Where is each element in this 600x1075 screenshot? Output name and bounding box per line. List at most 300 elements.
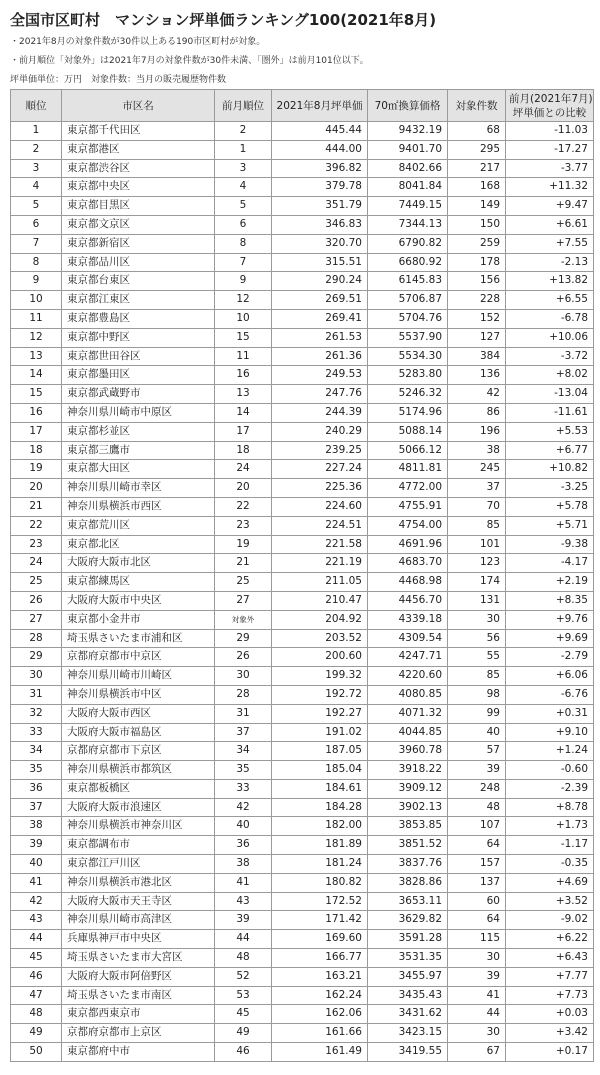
- cell-prev-rank: 2: [215, 122, 272, 141]
- cell-price70: 3431.62: [368, 1005, 448, 1024]
- cell-diff: +0.31: [506, 704, 594, 723]
- cell-count: 101: [448, 535, 506, 554]
- cell-count: 131: [448, 591, 506, 610]
- cell-price: 204.92: [272, 610, 368, 629]
- table-row: [11, 159, 594, 178]
- table-row: [11, 667, 594, 686]
- cell-price: 181.89: [272, 836, 368, 855]
- cell-city: 東京都板橋区: [62, 779, 215, 798]
- cell-prev-rank: 14: [215, 403, 272, 422]
- cell-price: 203.52: [272, 629, 368, 648]
- cell-count: 67: [448, 1043, 506, 1062]
- table-row: [11, 685, 594, 704]
- cell-city: 大阪府大阪市北区: [62, 554, 215, 573]
- cell-diff: -11.61: [506, 403, 594, 422]
- cell-prev-rank: 15: [215, 328, 272, 347]
- cell-prev-rank: 1: [215, 140, 272, 159]
- cell-price70: 4044.85: [368, 723, 448, 742]
- cell-count: 39: [448, 761, 506, 780]
- cell-rank: 2: [11, 140, 62, 159]
- cell-price70: 5537.90: [368, 328, 448, 347]
- cell-price70: 6145.83: [368, 272, 448, 291]
- header-count: 対象件数: [448, 90, 506, 122]
- cell-city: 東京都三鷹市: [62, 441, 215, 460]
- cell-price70: 4772.00: [368, 479, 448, 498]
- cell-count: 64: [448, 911, 506, 930]
- header-price: 2021年8月坪単価: [272, 90, 368, 122]
- table-row: [11, 272, 594, 291]
- cell-city: 神奈川県横浜市港北区: [62, 873, 215, 892]
- table-row: [11, 967, 594, 986]
- cell-price: 261.53: [272, 328, 368, 347]
- cell-prev-rank: 35: [215, 761, 272, 780]
- cell-city: 神奈川県川崎市幸区: [62, 479, 215, 498]
- cell-prev-rank: 29: [215, 629, 272, 648]
- cell-price70: 3419.55: [368, 1043, 448, 1062]
- cell-count: 48: [448, 798, 506, 817]
- cell-price: 244.39: [272, 403, 368, 422]
- cell-diff: +5.53: [506, 422, 594, 441]
- header-diff-line2: 坪単価との比較: [512, 106, 587, 119]
- table-row: [11, 234, 594, 253]
- cell-diff: +9.47: [506, 197, 594, 216]
- table-row: [11, 742, 594, 761]
- cell-city: 東京都中央区: [62, 178, 215, 197]
- table-row: [11, 798, 594, 817]
- cell-rank: 43: [11, 911, 62, 930]
- cell-prev-rank: 30: [215, 667, 272, 686]
- cell-price70: 3828.86: [368, 873, 448, 892]
- cell-city: 京都府京都市上京区: [62, 1024, 215, 1043]
- cell-price70: 7449.15: [368, 197, 448, 216]
- cell-city: 神奈川県横浜市西区: [62, 497, 215, 516]
- cell-price70: 4754.00: [368, 516, 448, 535]
- cell-price: 227.24: [272, 460, 368, 479]
- cell-city: 東京都文京区: [62, 215, 215, 234]
- cell-city: 東京都江戸川区: [62, 855, 215, 874]
- table-row: [11, 704, 594, 723]
- table-row: [11, 347, 594, 366]
- cell-rank: 47: [11, 986, 62, 1005]
- cell-diff: +7.77: [506, 967, 594, 986]
- cell-count: 44: [448, 1005, 506, 1024]
- cell-price: 192.72: [272, 685, 368, 704]
- cell-count: 41: [448, 986, 506, 1005]
- table-body: [11, 122, 594, 1062]
- cell-diff: -3.25: [506, 479, 594, 498]
- cell-rank: 16: [11, 403, 62, 422]
- cell-price70: 3851.52: [368, 836, 448, 855]
- cell-price70: 3455.97: [368, 967, 448, 986]
- cell-count: 178: [448, 253, 506, 272]
- cell-price: 290.24: [272, 272, 368, 291]
- cell-price70: 6790.82: [368, 234, 448, 253]
- cell-city: 大阪府大阪市阿倍野区: [62, 967, 215, 986]
- cell-price: 184.61: [272, 779, 368, 798]
- cell-diff: -9.38: [506, 535, 594, 554]
- cell-prev-rank: 49: [215, 1024, 272, 1043]
- cell-prev-rank: 25: [215, 573, 272, 592]
- table-row: [11, 911, 594, 930]
- cell-price: 191.02: [272, 723, 368, 742]
- cell-count: 85: [448, 667, 506, 686]
- cell-prev-rank: 7: [215, 253, 272, 272]
- table-row: [11, 836, 594, 855]
- cell-rank: 33: [11, 723, 62, 742]
- cell-diff: +5.71: [506, 516, 594, 535]
- cell-count: 196: [448, 422, 506, 441]
- cell-prev-rank: 17: [215, 422, 272, 441]
- cell-diff: -13.04: [506, 385, 594, 404]
- cell-rank: 26: [11, 591, 62, 610]
- cell-city: 東京都大田区: [62, 460, 215, 479]
- cell-price: 445.44: [272, 122, 368, 141]
- table-row: [11, 309, 594, 328]
- cell-rank: 21: [11, 497, 62, 516]
- cell-count: 37: [448, 479, 506, 498]
- header-prev-rank: 前月順位: [215, 90, 272, 122]
- cell-price70: 5066.12: [368, 441, 448, 460]
- cell-prev-rank: 37: [215, 723, 272, 742]
- cell-count: 174: [448, 573, 506, 592]
- cell-diff: -2.79: [506, 648, 594, 667]
- cell-diff: -3.72: [506, 347, 594, 366]
- cell-rank: 13: [11, 347, 62, 366]
- cell-prev-rank: 38: [215, 855, 272, 874]
- cell-diff: +6.55: [506, 291, 594, 310]
- table-row: [11, 723, 594, 742]
- cell-prev-rank: 4: [215, 178, 272, 197]
- cell-price70: 4309.54: [368, 629, 448, 648]
- cell-price70: 3853.85: [368, 817, 448, 836]
- table-row: [11, 291, 594, 310]
- cell-rank: 19: [11, 460, 62, 479]
- cell-city: 埼玉県さいたま市大宮区: [62, 949, 215, 968]
- cell-prev-rank: 18: [215, 441, 272, 460]
- cell-count: 98: [448, 685, 506, 704]
- cell-diff: +6.43: [506, 949, 594, 968]
- cell-diff: +0.03: [506, 1005, 594, 1024]
- cell-price70: 9401.70: [368, 140, 448, 159]
- cell-city: 東京都豊島区: [62, 309, 215, 328]
- cell-diff: +1.24: [506, 742, 594, 761]
- cell-price70: 4683.70: [368, 554, 448, 573]
- table-row: [11, 610, 594, 629]
- cell-rank: 12: [11, 328, 62, 347]
- cell-diff: -4.17: [506, 554, 594, 573]
- cell-count: 137: [448, 873, 506, 892]
- cell-prev-rank: 16: [215, 366, 272, 385]
- table-row: [11, 479, 594, 498]
- cell-rank: 18: [11, 441, 62, 460]
- cell-price70: 3909.12: [368, 779, 448, 798]
- cell-rank: 23: [11, 535, 62, 554]
- cell-rank: 1: [11, 122, 62, 141]
- cell-price: 224.51: [272, 516, 368, 535]
- cell-price70: 4456.70: [368, 591, 448, 610]
- table-row: [11, 516, 594, 535]
- cell-price: 199.32: [272, 667, 368, 686]
- table-row: [11, 328, 594, 347]
- cell-city: 大阪府大阪市浪速区: [62, 798, 215, 817]
- cell-price: 315.51: [272, 253, 368, 272]
- cell-diff: +2.19: [506, 573, 594, 592]
- table-row: [11, 648, 594, 667]
- cell-diff: +6.22: [506, 930, 594, 949]
- cell-count: 115: [448, 930, 506, 949]
- cell-count: 30: [448, 949, 506, 968]
- cell-price: 200.60: [272, 648, 368, 667]
- cell-rank: 48: [11, 1005, 62, 1024]
- cell-prev-rank: 3: [215, 159, 272, 178]
- cell-count: 38: [448, 441, 506, 460]
- cell-rank: 34: [11, 742, 62, 761]
- cell-prev-rank: 21: [215, 554, 272, 573]
- cell-count: 107: [448, 817, 506, 836]
- table-row: [11, 779, 594, 798]
- cell-count: 57: [448, 742, 506, 761]
- cell-diff: +10.06: [506, 328, 594, 347]
- cell-count: 136: [448, 366, 506, 385]
- table-row: [11, 441, 594, 460]
- cell-prev-rank: 40: [215, 817, 272, 836]
- cell-diff: -2.39: [506, 779, 594, 798]
- cell-diff: +3.42: [506, 1024, 594, 1043]
- cell-diff: +7.55: [506, 234, 594, 253]
- cell-price: 162.06: [272, 1005, 368, 1024]
- table-row: [11, 253, 594, 272]
- cell-rank: 9: [11, 272, 62, 291]
- cell-rank: 30: [11, 667, 62, 686]
- cell-diff: -17.27: [506, 140, 594, 159]
- cell-price: 161.66: [272, 1024, 368, 1043]
- cell-price: 169.60: [272, 930, 368, 949]
- cell-price: 161.49: [272, 1043, 368, 1062]
- cell-prev-rank: 13: [215, 385, 272, 404]
- cell-city: 神奈川県横浜市中区: [62, 685, 215, 704]
- cell-rank: 10: [11, 291, 62, 310]
- cell-count: 56: [448, 629, 506, 648]
- cell-count: 39: [448, 967, 506, 986]
- cell-diff: +5.78: [506, 497, 594, 516]
- table-row: [11, 629, 594, 648]
- cell-price70: 8041.84: [368, 178, 448, 197]
- cell-city: 神奈川県横浜市神奈川区: [62, 817, 215, 836]
- table-row: [11, 855, 594, 874]
- cell-prev-rank: 48: [215, 949, 272, 968]
- cell-diff: -3.77: [506, 159, 594, 178]
- table-row: [11, 403, 594, 422]
- cell-rank: 38: [11, 817, 62, 836]
- table-row: [11, 573, 594, 592]
- cell-rank: 32: [11, 704, 62, 723]
- cell-count: 70: [448, 497, 506, 516]
- cell-rank: 3: [11, 159, 62, 178]
- table-row: [11, 460, 594, 479]
- cell-city: 東京都墨田区: [62, 366, 215, 385]
- cell-diff: +9.76: [506, 610, 594, 629]
- cell-price70: 9432.19: [368, 122, 448, 141]
- cell-prev-rank: 53: [215, 986, 272, 1005]
- cell-diff: -6.76: [506, 685, 594, 704]
- cell-price70: 3435.43: [368, 986, 448, 1005]
- cell-city: 東京都世田谷区: [62, 347, 215, 366]
- cell-price70: 6680.92: [368, 253, 448, 272]
- cell-price70: 3960.78: [368, 742, 448, 761]
- cell-rank: 20: [11, 479, 62, 498]
- cell-city: 大阪府大阪市中央区: [62, 591, 215, 610]
- header-diff-line1: 前月(2021年7月): [509, 92, 593, 105]
- cell-diff: -11.03: [506, 122, 594, 141]
- cell-price70: 3918.22: [368, 761, 448, 780]
- cell-price: 320.70: [272, 234, 368, 253]
- cell-city: 京都府京都市中京区: [62, 648, 215, 667]
- cell-city: 東京都府中市: [62, 1043, 215, 1062]
- cell-city: 東京都練馬区: [62, 573, 215, 592]
- cell-price: 224.60: [272, 497, 368, 516]
- cell-city: 東京都小金井市: [62, 610, 215, 629]
- cell-price70: 3902.13: [368, 798, 448, 817]
- cell-city: 東京都中野区: [62, 328, 215, 347]
- cell-count: 152: [448, 309, 506, 328]
- cell-price70: 4339.18: [368, 610, 448, 629]
- table-row: [11, 497, 594, 516]
- table-row: [11, 761, 594, 780]
- cell-count: 150: [448, 215, 506, 234]
- cell-price: 192.27: [272, 704, 368, 723]
- table-row: [11, 1005, 594, 1024]
- cell-price: 182.00: [272, 817, 368, 836]
- cell-rank: 50: [11, 1043, 62, 1062]
- cell-prev-rank: 27: [215, 591, 272, 610]
- cell-price70: 4811.81: [368, 460, 448, 479]
- cell-count: 99: [448, 704, 506, 723]
- cell-diff: +8.02: [506, 366, 594, 385]
- cell-count: 30: [448, 610, 506, 629]
- header-rank: 順位: [11, 90, 62, 122]
- cell-price: 184.28: [272, 798, 368, 817]
- cell-prev-rank: 36: [215, 836, 272, 855]
- cell-rank: 37: [11, 798, 62, 817]
- cell-city: 大阪府大阪市西区: [62, 704, 215, 723]
- cell-rank: 17: [11, 422, 62, 441]
- cell-price: 180.82: [272, 873, 368, 892]
- cell-prev-rank: 41: [215, 873, 272, 892]
- cell-diff: +6.77: [506, 441, 594, 460]
- cell-price70: 3837.76: [368, 855, 448, 874]
- table-row: [11, 873, 594, 892]
- cell-prev-rank: 44: [215, 930, 272, 949]
- cell-prev-rank: 26: [215, 648, 272, 667]
- cell-count: 127: [448, 328, 506, 347]
- cell-count: 248: [448, 779, 506, 798]
- cell-prev-rank: 34: [215, 742, 272, 761]
- cell-price: 396.82: [272, 159, 368, 178]
- cell-prev-rank: 6: [215, 215, 272, 234]
- cell-city: 東京都西東京市: [62, 1005, 215, 1024]
- cell-count: 64: [448, 836, 506, 855]
- cell-price: 261.36: [272, 347, 368, 366]
- cell-price70: 4071.32: [368, 704, 448, 723]
- cell-price70: 4755.91: [368, 497, 448, 516]
- table-row: [11, 385, 594, 404]
- cell-prev-rank: 43: [215, 892, 272, 911]
- cell-prev-rank: 33: [215, 779, 272, 798]
- cell-price: 166.77: [272, 949, 368, 968]
- cell-price: 247.76: [272, 385, 368, 404]
- cell-count: 168: [448, 178, 506, 197]
- cell-count: 68: [448, 122, 506, 141]
- cell-price70: 5704.76: [368, 309, 448, 328]
- table-row: [11, 535, 594, 554]
- cell-city: 埼玉県さいたま市南区: [62, 986, 215, 1005]
- cell-price: 346.83: [272, 215, 368, 234]
- cell-rank: 5: [11, 197, 62, 216]
- cell-diff: +8.78: [506, 798, 594, 817]
- cell-prev-rank: 52: [215, 967, 272, 986]
- cell-price: 221.19: [272, 554, 368, 573]
- cell-diff: +9.69: [506, 629, 594, 648]
- cell-prev-rank: 23: [215, 516, 272, 535]
- cell-city: 神奈川県川崎市中原区: [62, 403, 215, 422]
- cell-city: 東京都武蔵野市: [62, 385, 215, 404]
- cell-price70: 8402.66: [368, 159, 448, 178]
- cell-count: 123: [448, 554, 506, 573]
- cell-price: 240.29: [272, 422, 368, 441]
- cell-prev-rank: 46: [215, 1043, 272, 1062]
- cell-count: 60: [448, 892, 506, 911]
- cell-count: 55: [448, 648, 506, 667]
- cell-price70: 4220.60: [368, 667, 448, 686]
- cell-price: 444.00: [272, 140, 368, 159]
- cell-city: 東京都渋谷区: [62, 159, 215, 178]
- cell-rank: 49: [11, 1024, 62, 1043]
- ranking-table: [10, 89, 594, 1062]
- cell-prev-rank: 31: [215, 704, 272, 723]
- table-header-row: [11, 90, 594, 122]
- cell-prev-rank: 12: [215, 291, 272, 310]
- cell-diff: +9.10: [506, 723, 594, 742]
- cell-price70: 4468.98: [368, 573, 448, 592]
- cell-diff: +3.52: [506, 892, 594, 911]
- cell-rank: 44: [11, 930, 62, 949]
- table-row: [11, 554, 594, 573]
- cell-diff: +6.06: [506, 667, 594, 686]
- cell-price70: 3531.35: [368, 949, 448, 968]
- cell-price: 249.53: [272, 366, 368, 385]
- cell-price: 379.78: [272, 178, 368, 197]
- cell-city: 東京都江東区: [62, 291, 215, 310]
- cell-rank: 39: [11, 836, 62, 855]
- cell-city: 大阪府大阪市天王寺区: [62, 892, 215, 911]
- cell-diff: +7.73: [506, 986, 594, 1005]
- cell-price70: 3653.11: [368, 892, 448, 911]
- cell-rank: 28: [11, 629, 62, 648]
- cell-rank: 14: [11, 366, 62, 385]
- cell-price: 269.51: [272, 291, 368, 310]
- cell-prev-rank: 39: [215, 911, 272, 930]
- cell-city: 東京都杉並区: [62, 422, 215, 441]
- cell-price: 187.05: [272, 742, 368, 761]
- header-city: 市区名: [62, 90, 215, 122]
- cell-rank: 6: [11, 215, 62, 234]
- note-target: ・2021年8月の対象件数が30件以上ある190市区町村が対象。: [10, 37, 266, 47]
- cell-rank: 45: [11, 949, 62, 968]
- table-row: [11, 366, 594, 385]
- cell-count: 156: [448, 272, 506, 291]
- cell-price: 171.42: [272, 911, 368, 930]
- cell-count: 217: [448, 159, 506, 178]
